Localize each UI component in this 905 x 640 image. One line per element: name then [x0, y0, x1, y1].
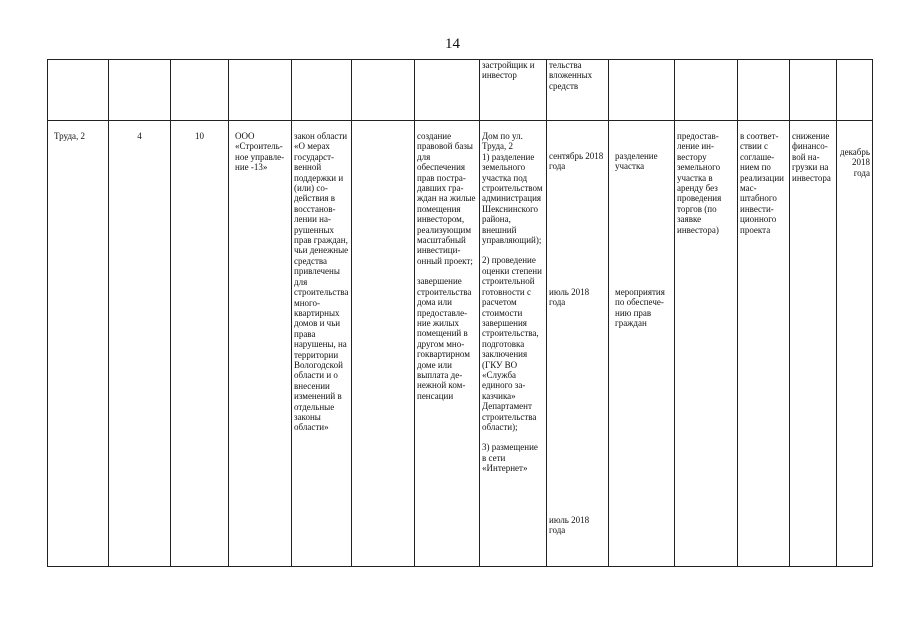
col-3-cell [171, 121, 229, 567]
col-2-value: 4 [137, 131, 142, 141]
address: Труда, 2 [54, 131, 86, 141]
stage-1: 1) разделение земельного участка под строительством администрация Шекснинского района, внешний управляющий); [482, 151, 543, 246]
measures-table [47, 59, 873, 567]
date-2: июль 2018 года [549, 286, 590, 308]
measure-2: завершение строительства дома или предоставление жилых помещений в другом многоквартирном доме или выплата денежной компенсации [417, 276, 472, 401]
table-row [48, 121, 873, 567]
header-cell [675, 60, 738, 121]
header-cell [790, 60, 837, 121]
address-cell [48, 121, 109, 567]
dates-cell [547, 121, 609, 567]
organization: ООО «Строительное управление -13» [235, 131, 285, 173]
burden-cell [790, 121, 837, 567]
law-text: закон области «О мерах государственной поддержки и (или) содействия в восстановлении нарушенных прав граждан, чьи денежные средства привлечены для строительства многоквартирных домов и чьи права нарушены, на территории Вологодской области и о внесении изменений в отдельные законы области» [294, 131, 349, 433]
header-cell [738, 60, 790, 121]
stage-intro: Дом по ул. Труда, 2 [482, 131, 523, 152]
land-provision: предоставление инвестору земельного участка в аренду без проведения торгов (по заявке инвестора) [677, 131, 722, 235]
header-cell [352, 60, 415, 121]
header-cell [292, 60, 352, 121]
stages-cell [480, 121, 547, 567]
deadline: декабрь 2018 года [840, 147, 870, 178]
header-cell [109, 60, 171, 121]
land-provision-cell [675, 121, 738, 567]
law-cell [292, 121, 352, 567]
header-cell [837, 60, 873, 121]
header-cell [609, 60, 675, 121]
stage-3: 3) размещение в сети «Интернет» [482, 442, 538, 474]
header-cell [171, 60, 229, 121]
burden: снижение финансовой нагрузки на инвестора [792, 131, 831, 183]
date-3: июль 2018 года [549, 514, 590, 536]
header-developer-investor: застройщик и инвестор [480, 60, 547, 121]
agreement: в соответствии с соглашением по реализации масштабного инвестиционного проекта [740, 131, 784, 235]
organization-cell [229, 121, 292, 567]
agreement-cell [738, 121, 790, 567]
page-number: 14 [445, 36, 460, 52]
empty-cell [352, 121, 415, 567]
header-cell [415, 60, 480, 121]
result-1: разделение участка [615, 151, 658, 172]
date-1: сентябрь 2018 года [549, 151, 604, 172]
header-funds-source: тельства вложенных средств [547, 60, 609, 121]
results-cell [609, 121, 675, 567]
col-2-cell [109, 121, 171, 567]
deadline-cell [837, 121, 873, 567]
col-3-value: 10 [195, 131, 204, 141]
stage-2: 2) проведение оценки степени строительной готовности с расчетом стоимости завершения строительства, подготовка заключения (ГКУ ВО «Служба единого заказчика» Департамент строительства области); [482, 255, 542, 432]
table-header-row [48, 60, 873, 121]
header-cell [48, 60, 109, 121]
header-cell [229, 60, 292, 121]
measures-cell [415, 121, 480, 567]
result-2: мероприятия по обеспечению прав граждан [615, 286, 665, 329]
measure-1: создание правовой базы для обеспечения прав пострадавших граждан на жилые помещения инвестором, реализующим масштабный инвестиционный проект; [417, 131, 476, 266]
